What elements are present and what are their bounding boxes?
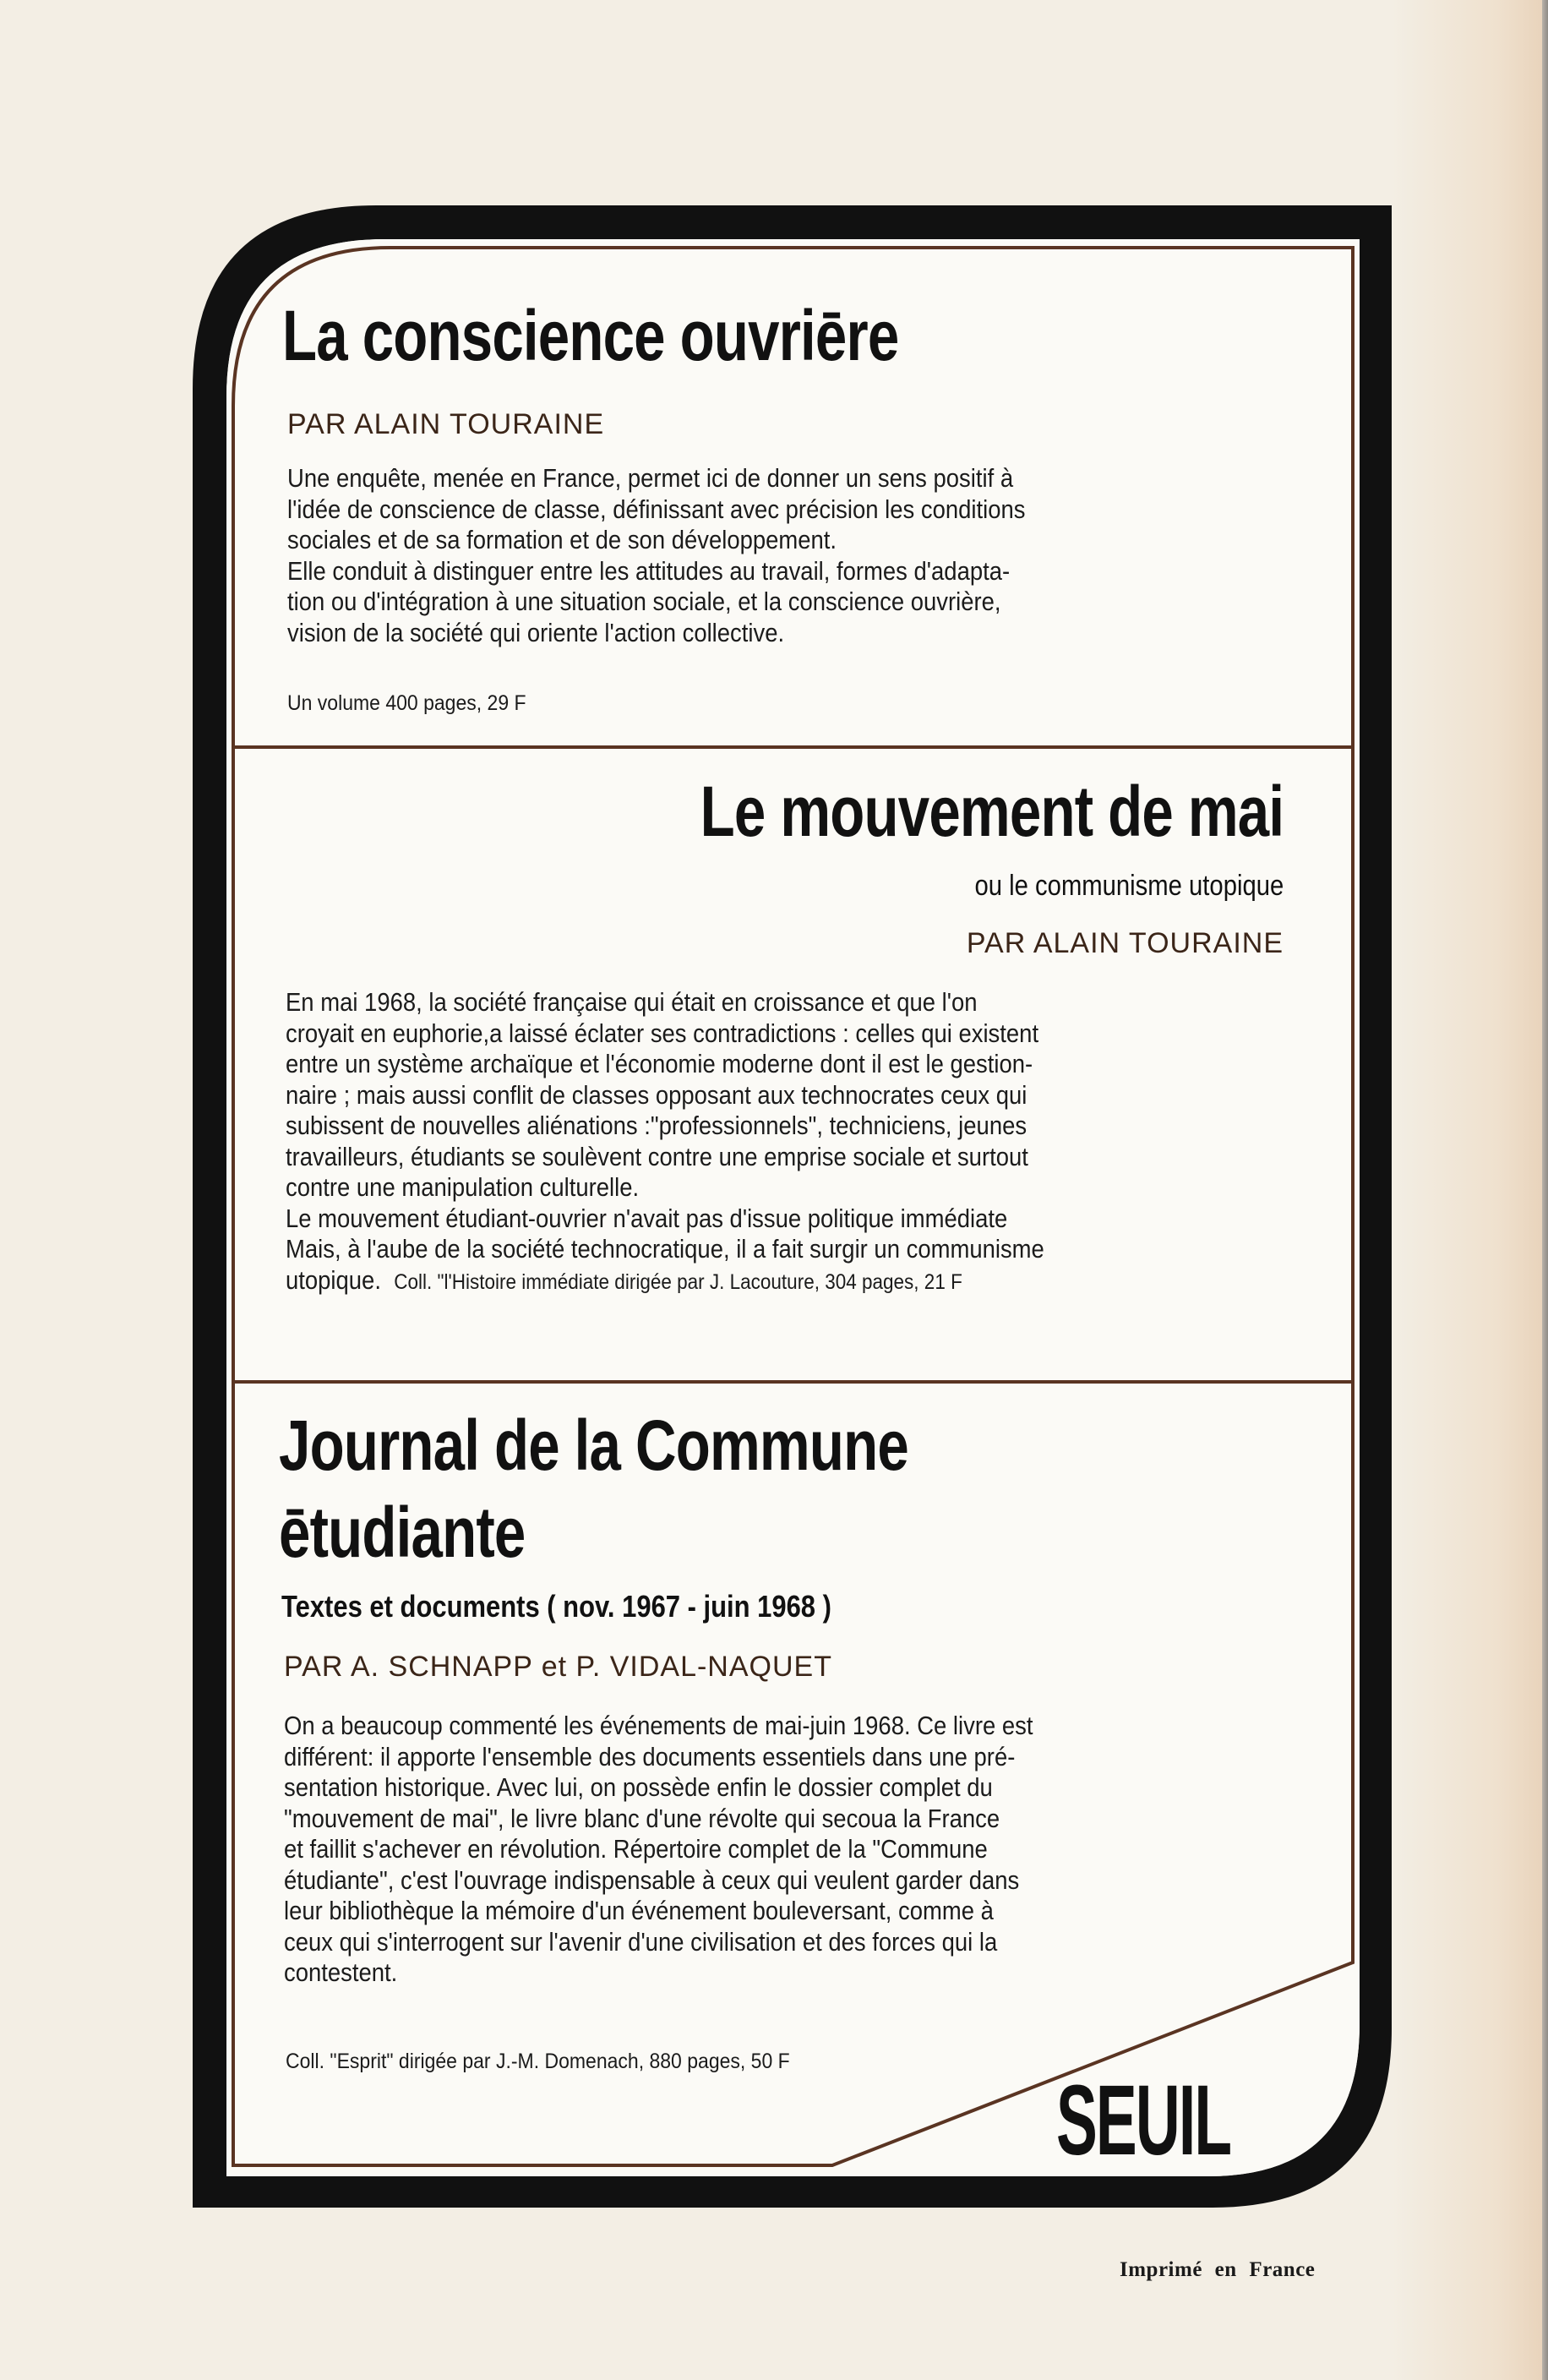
description-line: sentation historique. Avec lui, on possède enfin le dossier complet du bbox=[284, 1773, 993, 1802]
seuil-publisher-logo: SEUIL bbox=[1056, 2065, 1231, 2176]
book-author: PAR A. SCHNAPP et P. VIDAL-NAQUET bbox=[284, 1651, 832, 1683]
description-line: Une enquête, menée en France, permet ici de donner un sens positif à bbox=[287, 464, 1014, 493]
description-line: tion ou d'intégration à une situation sociale, et la conscience ouvrière, bbox=[287, 587, 1001, 616]
book-title-line-2: ētudiante bbox=[279, 1493, 526, 1572]
book-title: La conscience ouvriēre bbox=[282, 296, 899, 375]
book-description bbox=[284, 1711, 1349, 1989]
description-line: "mouvement de mai", le livre blanc d'une révolte qui secoua la France bbox=[284, 1804, 1000, 1833]
book-description bbox=[286, 987, 1335, 1297]
description-line-end: utopique. bbox=[286, 1265, 381, 1295]
book-description bbox=[287, 463, 1299, 648]
book-details: Coll. "l'Histoire immédiate dirigée par J. Lacouture, 304 pages, 21 F bbox=[394, 1269, 962, 1294]
description-line: sociales et de sa formation et de son développement. bbox=[287, 526, 837, 554]
description-line: Mais, à l'aube de la société technocratique, il a fait surgir un communisme bbox=[286, 1235, 1044, 1264]
description-line: différent: il apporte l'ensemble des documents essentiels dans une pré- bbox=[284, 1742, 1016, 1771]
book-author: PAR ALAIN TOURAINE bbox=[287, 408, 605, 440]
description-line: subissent de nouvelles aliénations :"professionnels", techniciens, jeunes bbox=[286, 1111, 1027, 1140]
description-line: et faillit s'achever en révolution. Répertoire complet de la "Commune bbox=[284, 1835, 988, 1864]
book-subtitle: Textes et documents ( nov. 1967 - juin 1968 ) bbox=[281, 1589, 831, 1624]
book-title: Le mouvement de mai bbox=[700, 772, 1284, 851]
description-line: Elle conduit à distinguer entre les attitudes au travail, formes d'adapta- bbox=[287, 556, 1011, 586]
book-subtitle: ou le communisme utopique bbox=[974, 870, 1284, 902]
description-line: On a beaucoup commenté les événements de mai-juin 1968. Ce livre est bbox=[284, 1711, 1033, 1740]
description-line: ceux qui s'interrogent sur l'avenir d'une civilisation et des forces qui la bbox=[284, 1927, 998, 1957]
description-line: contestent. bbox=[284, 1958, 398, 1987]
description-line: l'idée de conscience de classe, définissant avec précision les conditions bbox=[287, 494, 1026, 524]
book-title-line-1: Journal de la Commune bbox=[279, 1406, 908, 1485]
description-line: croyait en euphorie,a laissé éclater ses contradictions : celles qui existent bbox=[286, 1018, 1039, 1048]
book-details: Un volume 400 pages, 29 F bbox=[287, 691, 526, 715]
book-author: PAR ALAIN TOURAINE bbox=[966, 927, 1284, 959]
description-line: naire ; mais aussi conflit de classes opposant aux technocrates ceux qui bbox=[286, 1080, 1027, 1110]
description-line-last bbox=[286, 1265, 1335, 1298]
description-line: vision de la société qui oriente l'action collective. bbox=[287, 618, 785, 647]
description-line: Le mouvement étudiant-ouvrier n'avait pas d'issue politique immédiate bbox=[286, 1204, 1008, 1233]
description-line: travailleurs, étudiants se soulèvent contre une emprise sociale et surtout bbox=[286, 1142, 1028, 1171]
description-line: contre une manipulation culturelle. bbox=[286, 1173, 640, 1202]
description-line: étudiante", c'est l'ouvrage indispensable à ceux qui veulent garder dans bbox=[284, 1865, 1020, 1895]
description-line: entre un système archaïque et l'économie moderne dont il est le gestion- bbox=[286, 1050, 1033, 1078]
description-line: leur bibliothèque la mémoire d'un événement bouleversant, comme à bbox=[284, 1897, 994, 1925]
book-details: Coll. "Esprit" dirigée par J.-M. Domenach, 880 pages, 50 F bbox=[286, 2050, 790, 2073]
imprint-notice: Imprimé en France bbox=[1120, 2258, 1316, 2281]
description-line: En mai 1968, la société française qui était en croissance et que l'on bbox=[286, 988, 978, 1017]
